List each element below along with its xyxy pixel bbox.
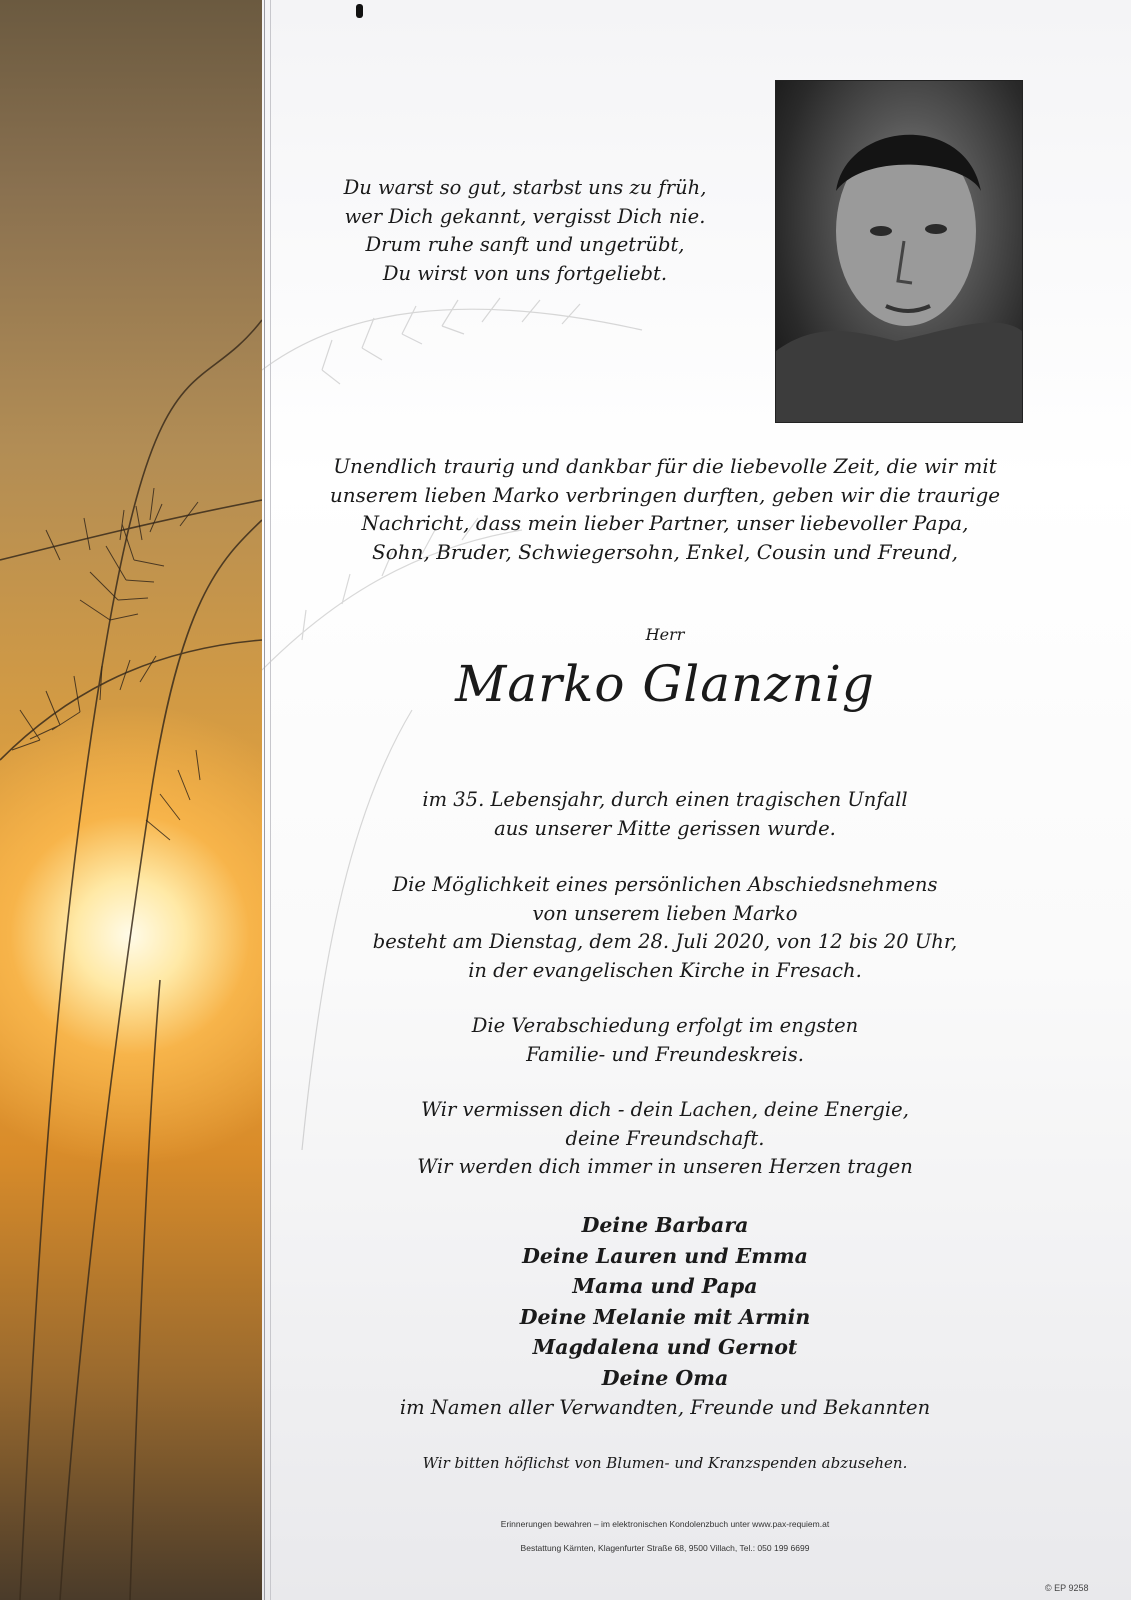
salutation: Herr: [645, 625, 685, 644]
remembrance-paragraph: [295, 1096, 1035, 1182]
mourner-name: Deine Barbara: [581, 1213, 749, 1237]
document-code: © EP 9258: [1045, 1583, 1089, 1593]
mourner-name: Deine Lauren und Emma: [522, 1243, 808, 1268]
punch-mark: [356, 4, 363, 18]
flower-request: Wir bitten höflichst von Blumen- und Kranzspenden abzusehen.: [422, 1454, 908, 1472]
farewell-details-paragraph: [295, 871, 1035, 985]
paragraph-line: Die Möglichkeit eines persönlichen Abschiedsnehmens: [392, 873, 938, 896]
poem-line: Du warst so gut, starbst uns zu früh,: [343, 176, 707, 199]
paragraph-line: besteht am Dienstag, dem 28. Juli 2020, von 12 bis 20 Uhr,: [372, 930, 958, 953]
private-ceremony-paragraph: [295, 1012, 1035, 1069]
death-notice-paragraph: [295, 786, 1035, 843]
portrait-photo: [775, 80, 1023, 423]
paragraph-line: Wir vermissen dich - dein Lachen, deine Energie,: [421, 1098, 909, 1121]
intro-line: Sohn, Bruder, Schwiegersohn, Enkel, Cousin und Freund,: [372, 539, 958, 564]
vertical-divider-inner: [270, 0, 271, 1600]
paragraph-line: von unserem lieben Marko: [532, 901, 798, 925]
mourner-name: Magdalena und Gernot: [532, 1335, 798, 1359]
footer-condolence-link: Erinnerungen bewahren – im elektronischen Kondolenzbuch unter www.pax-requiem.at: [500, 1519, 830, 1529]
deceased-name: Marko Glanznig: [455, 655, 875, 713]
poem-line: wer Dich gekannt, vergisst Dich nie.: [344, 204, 706, 228]
footer-funeral-home: Bestattung Kärnten, Klagenfurter Straße 68, 9500 Villach, Tel.: 050 199 6699: [520, 1543, 810, 1553]
paragraph-line: Wir werden dich immer in unseren Herzen tragen: [417, 1155, 913, 1178]
mourners-list: [295, 1210, 1035, 1393]
mourner-name: Deine Oma: [601, 1365, 729, 1390]
intro-paragraph: [295, 452, 1035, 566]
poem-verse: [300, 174, 750, 288]
sunset-grass-image: [0, 0, 262, 1600]
closing-line: im Namen aller Verwandten, Freunde und Bekannten: [399, 1396, 931, 1419]
mourner-name: Mama und Papa: [572, 1274, 758, 1298]
intro-line: unserem lieben Marko verbringen durften, geben wir die traurige: [329, 482, 1001, 507]
paragraph-line: aus unserer Mitte gerissen wurde.: [494, 816, 836, 840]
paragraph-line: in der evangelischen Kirche in Fresach.: [468, 958, 862, 982]
portrait-figure: [776, 81, 1022, 422]
paragraph-line: Familie- und Freundeskreis.: [526, 1042, 804, 1066]
grass-silhouette: [0, 0, 262, 1600]
poem-line: Du wirst von uns fortgeliebt.: [382, 261, 668, 285]
intro-line: Unendlich traurig und dankbar für die liebevolle Zeit, die wir mit: [333, 454, 997, 478]
vertical-divider: [264, 0, 265, 1600]
paragraph-line: im 35. Lebensjahr, durch einen tragischen Unfall: [422, 788, 908, 811]
intro-line: Nachricht, dass mein lieber Partner, unser liebevoller Papa,: [361, 511, 969, 535]
paragraph-line: deine Freundschaft.: [565, 1126, 765, 1150]
paragraph-line: Die Verabschiedung erfolgt im engsten: [471, 1014, 859, 1037]
poem-line: Drum ruhe sanft und ungetrübt,: [365, 233, 685, 256]
mourner-name: Deine Melanie mit Armin: [519, 1304, 811, 1329]
